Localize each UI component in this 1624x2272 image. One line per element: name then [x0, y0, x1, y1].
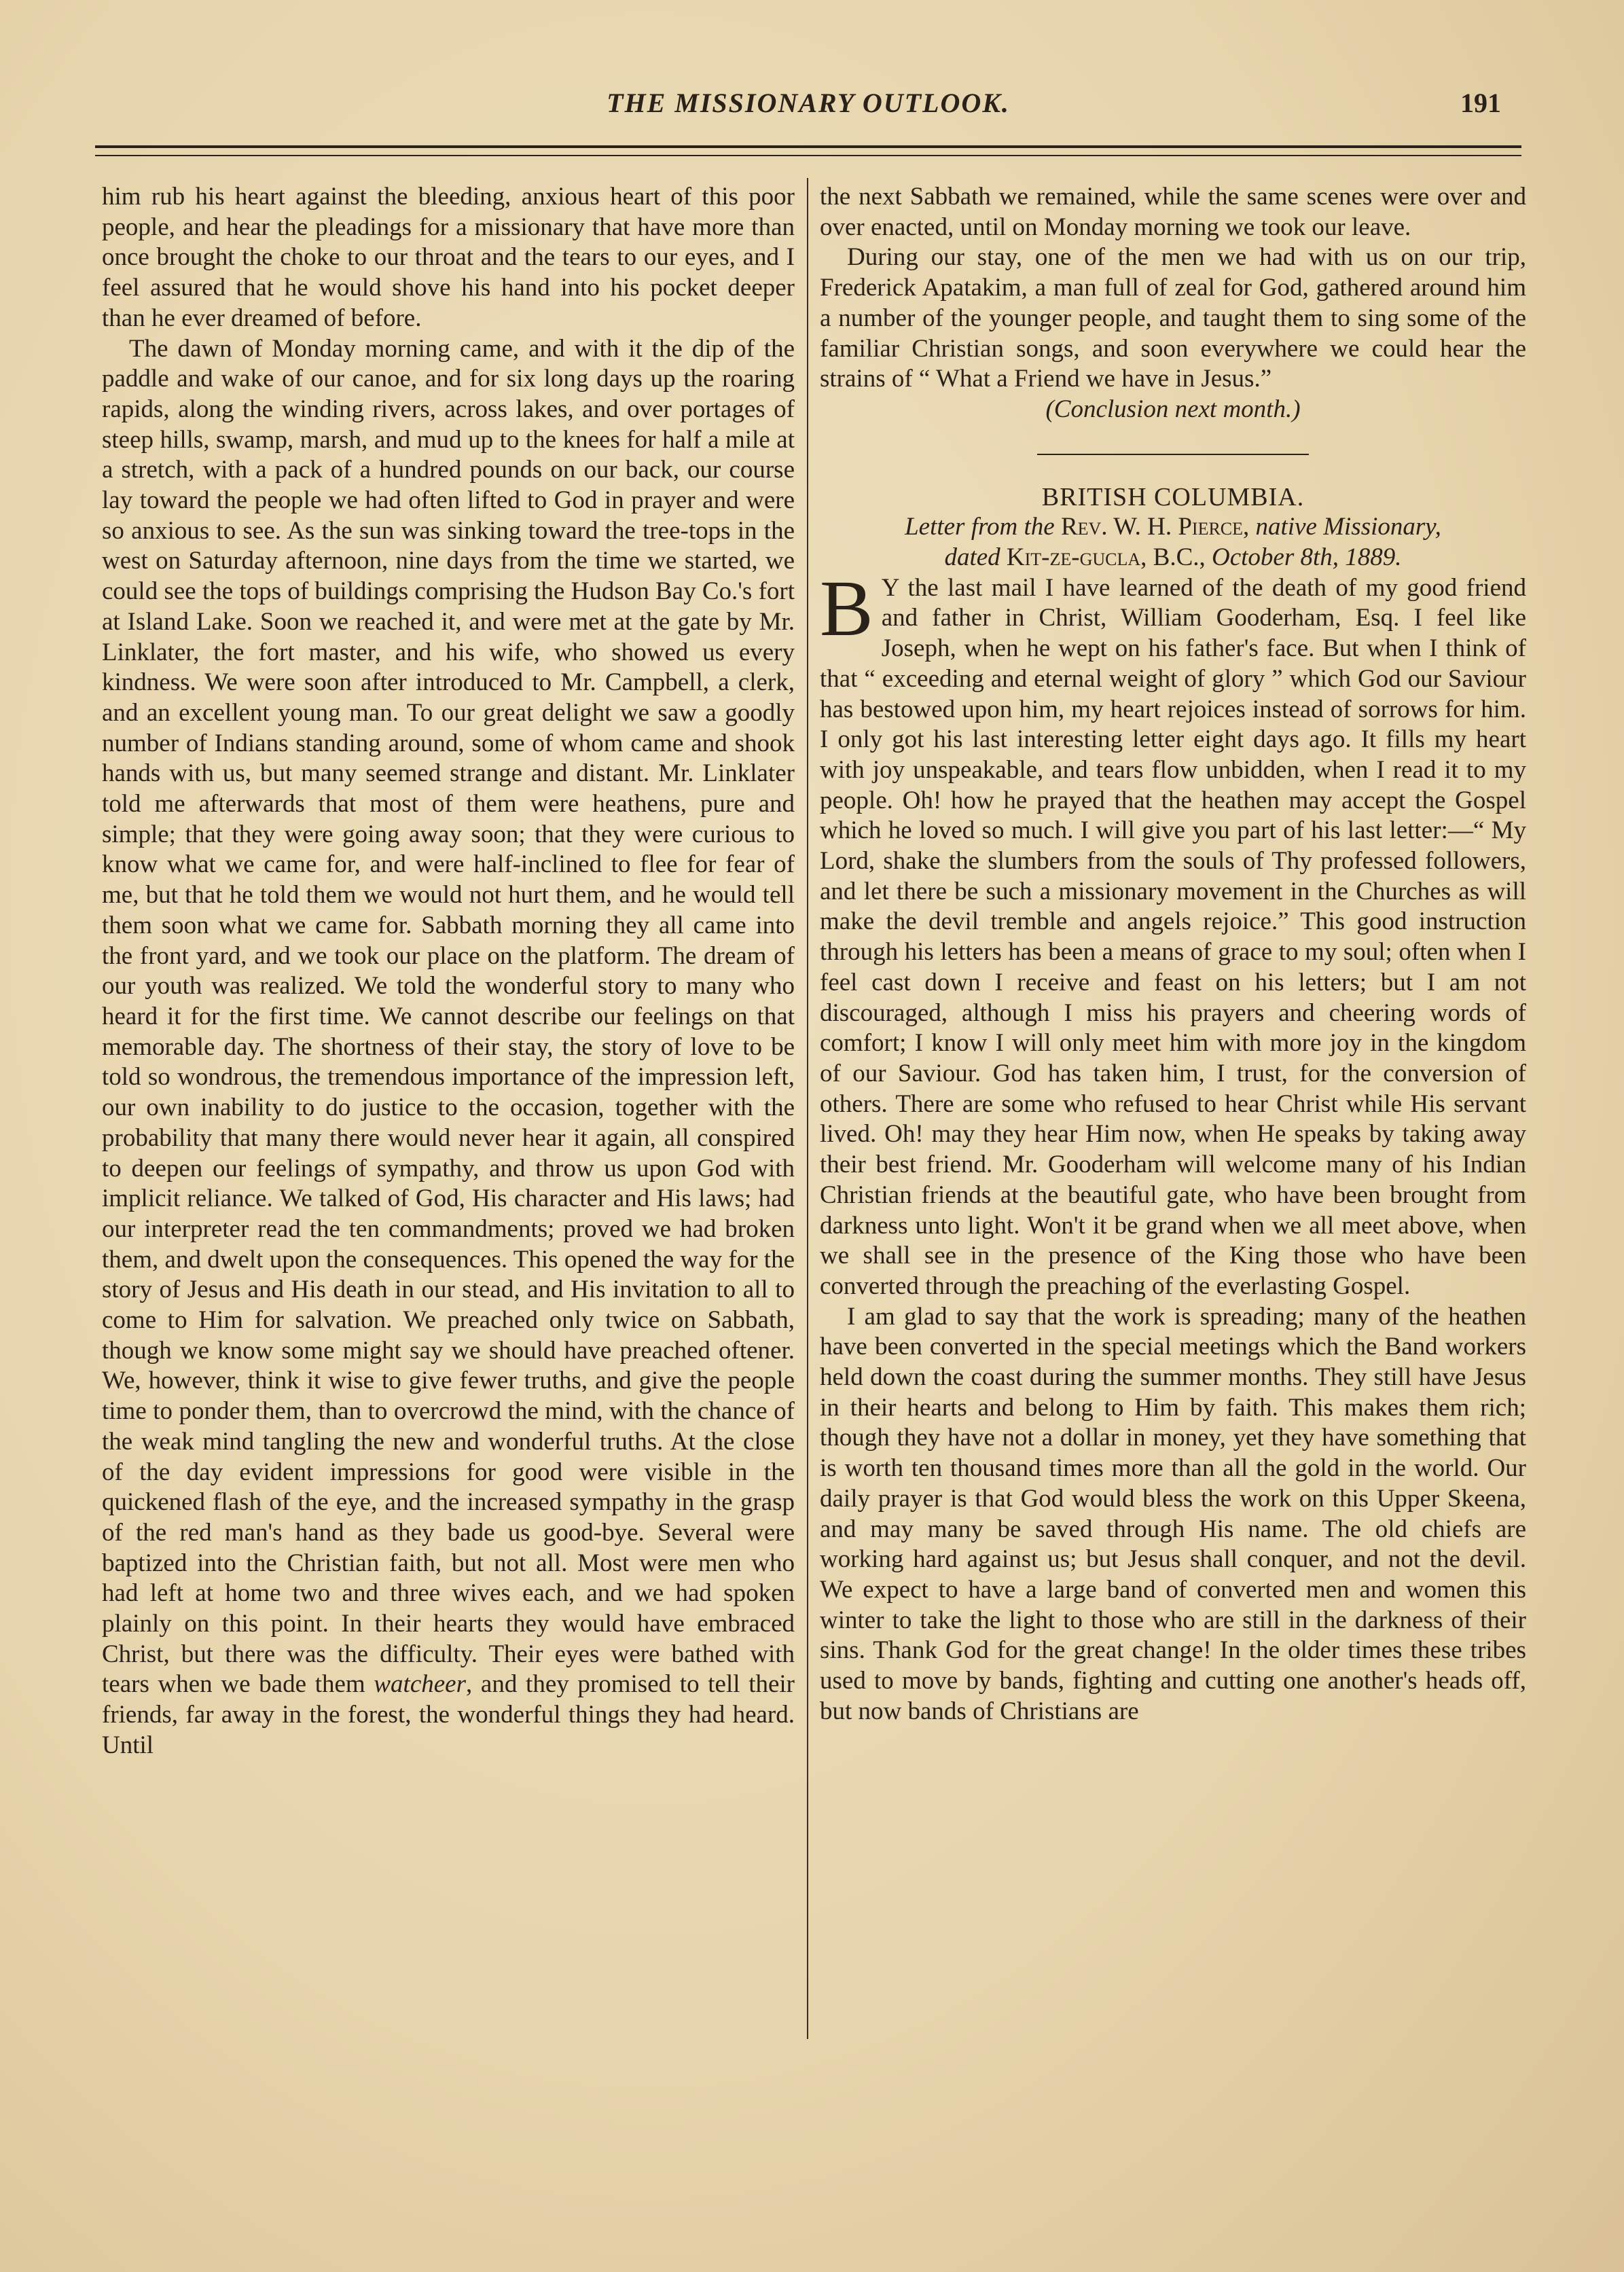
letter-place: Kit-ze-gucla,: [1006, 543, 1147, 572]
letter-intro-part: Letter from the: [905, 513, 1055, 541]
letter-author: Rev. W. H. Pierce,: [1060, 513, 1250, 541]
drop-cap: B: [820, 563, 873, 653]
left-column: [102, 182, 795, 1761]
letter-paragraph-1-text: Y the last mail I have learned of the death of my good friend and father in Christ, William Gooderham, Esq. I feel like Joseph, when he wept on his father's face. But when I think of that “ exceeding and eternal weight of glory ” which God our Saviour has bestowed upon him, my heart rejoices instead of sorrows for him. I only got his last interesting letter eight days ago. It fills my heart with joy unspeakable, and tears flow unbidden, when I read it to my people. Oh! how he prayed that the heathen may accept the Gospel which he loved so much. I will give you part of his last letter:—“ My Lord, shake the slumbers from the souls of Thy professed followers, and let there be such a missionary movement in the Churches as will make the devil tremble and angels rejoice.” This good instruction through his letters has been a means of grace to my soul; often when I feel cast down I receive and feast on his letters; but I am not discouraged, although I miss his prayers and cheering words of comfort; I know I will only meet him with more joy in the kingdom of our Saviour. God has taken him, I trust, for the conversion of others. There are some who refused to hear Christ while His servant lived. Oh! may they hear Him now, when He speaks by taking away their best friend. Mr. Gooderham will welcome many of his Indian Christian friends at the beautiful gate, who have been brought from darkness unto light. Won't it be grand when we all meet above, when we shall see in the presence of the King those who have been converted through the preaching of the everlasting Gospel.: [820, 573, 1526, 1300]
right-paragraph-stay: During our stay, one of the men we had with us on our trip, Frederick Apatakim, a man full of zeal for God, gathered around him a number of the younger people, and taught them to sing some of the familiar Christian songs, and soon everywhere we could hear the strains of “ What a Friend we have in Jesus.”: [820, 243, 1526, 393]
letter-intro-part: native Missionary,: [1255, 513, 1441, 541]
left-paragraph-continuation: him rub his heart against the bleeding, anxious heart of this poor people, and hear the pleadings for a missionary that have more than once brought the choke to our throat and the tears to our eyes, and I feel assured that he would shove his hand into his pocket deeper than he ever dreamed of before.: [102, 183, 795, 332]
right-column: [820, 182, 1526, 1727]
header-rule-thin: [95, 155, 1521, 156]
left-paragraph-journey-end: , and they promised to tell their friends, far away in the forest, the wonderful things they had heard. Until: [102, 1670, 795, 1759]
letter-date: October 8th, 1889.: [1212, 543, 1402, 572]
section-heading: BRITISH COLUMBIA.: [1041, 482, 1305, 511]
letter-paragraph-1: [820, 563, 1526, 1302]
conclusion-note: (Conclusion next month.): [1045, 395, 1301, 423]
page-header: [95, 87, 1521, 128]
letter-province: B.C.,: [1153, 543, 1206, 572]
letter-intro: [820, 512, 1526, 573]
column-divider: [807, 178, 808, 2039]
running-title: THE MISSIONARY OUTLOOK.: [607, 88, 1010, 118]
page-number: 191: [1460, 88, 1501, 118]
letter-intro-part: dated: [944, 543, 1000, 572]
section-rule: [1037, 454, 1309, 455]
letter-paragraph-2: I am glad to say that the work is spreading; many of the heathen have been converted in the special meetings which the Band workers held down the coast during the summer months. They still have Jesus in their hearts and belong to Him by faith. This makes them rich; though they have not a dollar in money, yet they have something that is worth ten thousand times more than all the gold in the world. Our daily prayer is that God would bless the work on this Upper Skeena, and may many be saved through His name. The old chiefs are working hard against us; but Jesus shall conquer, and not the devil. We expect to have a large band of converted men and women this winter to take the light to those who are still in the darkness of their sins. Thank God for the great change! In the older times these tribes used to move by bands, fighting and cutting one another's heads off, but now bands of Christians are: [820, 1302, 1526, 1725]
right-paragraph-continuation: the next Sabbath we remained, while the same scenes were over and over enacted, until on Monday morning we took our leave.: [820, 183, 1526, 241]
left-paragraph-journey: [102, 334, 795, 1761]
watcheer-word: watcheer: [374, 1670, 466, 1699]
header-rule: [95, 145, 1521, 148]
left-paragraph-journey-text: The dawn of Monday morning came, and with it the dip of the paddle and wake of our canoe, and for six long days up the roaring rapids, along the winding rivers, across lakes, and over portages of steep hills, swamp, marsh, and mud up to the knees for half a mile at a stretch, with a pack of a hundred pounds on our back, our course lay toward the people we had often lifted to God in prayer and were so anxious to see. As the sun was sinking toward the tree-tops in the west on Saturday afternoon, nine days from the time we started, we could see the tops of buildings comprising the Hudson Bay Co.'s fort at Island Lake. Soon we reached it, and were met at the gate by Mr. Linklater, the fort master, and his wife, who showed us every kindness. We were soon after introduced to Mr. Campbell, a clerk, and an excellent young man. To our great delight we saw a goodly number of Indians standing around, some of whom came and shook hands with us, but many seemed strange and distant. Mr. Linklater told me afterwards that most of them were heathens, pure and simple; that they were going away soon; that they were curious to know what we came for, and were half-inclined to flee for fear of me, but that he told them we would not hurt them, and he would tell them soon what we came for. Sabbath morning they all came into the front yard, and we took our place on the platform. The dream of our youth was realized. We told the wonderful story to many who heard it for the first time. We cannot describe our feelings on that memorable day. The shortness of their stay, the story of love to be told so wondrous, the tremendous importance of the impression left, our own inability to do justice to the occasion, together with the probability that many there would never hear it again, all conspired to deepen our feelings of sympathy, and throw us upon God with implicit reliance. We talked of God, His character and His laws; had our interpreter read the ten commandments; proved we had broken them, and dwelt upon the consequences. This opened the way for the story of Jesus and His death in our stead, and His invitation to all to come to Him for salvation. We preached only twice on Sabbath, though we know some might say we should have preached oftener. We, however, think it wise to give fewer truths, and give the people time to ponder them, than to overcrowd the mind, with the chance of the weak mind tangling the new and wonderful truths. At the close of the day evident impressions for good were visible in the quickened flash of the eye, and the increased sympathy in the grasp of the red man's hand as they bade us good-bye. Several were baptized into the Christian faith, but not all. Most were men who had left at home two and three wives each, and we had spoken plainly on this point. In their hearts they would have embraced Christ, but there was the difficulty. Their eyes were bathed with tears when we bade them: [102, 334, 795, 1699]
